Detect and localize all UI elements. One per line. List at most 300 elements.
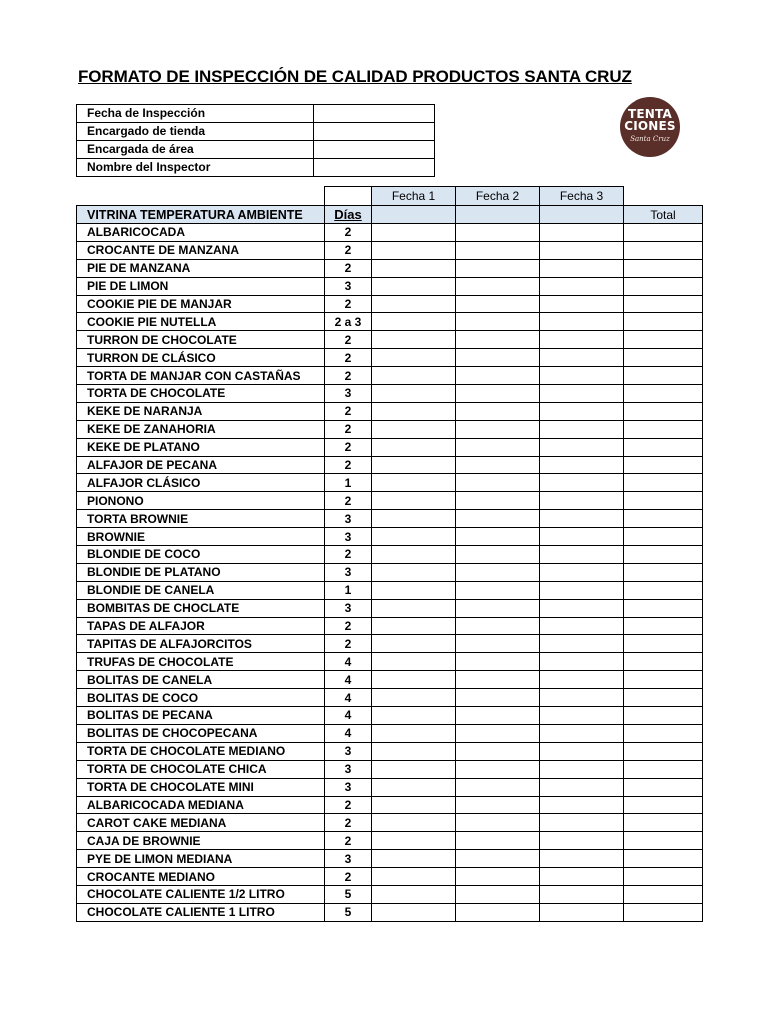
product-row <box>77 367 703 385</box>
fecha-2-cell[interactable] <box>456 313 540 331</box>
fecha-2-cell[interactable] <box>456 259 540 277</box>
total-cell[interactable] <box>624 277 703 295</box>
fecha-1-cell[interactable] <box>372 367 456 385</box>
product-name: BOLITAS DE CHOCOPECANA <box>77 724 325 742</box>
info-row <box>77 159 435 177</box>
fecha-2-cell[interactable] <box>456 367 540 385</box>
total-cell[interactable] <box>624 528 703 546</box>
fecha-2-cell[interactable] <box>456 492 540 510</box>
product-days: 3 <box>325 778 372 796</box>
fecha-3-cell[interactable] <box>540 241 624 259</box>
fecha-3-cell[interactable] <box>540 599 624 617</box>
tentaciones-logo <box>620 97 680 157</box>
fecha-1-cell[interactable] <box>372 599 456 617</box>
product-days: 5 <box>325 885 372 903</box>
product-name: ALBARICOCADA <box>77 224 325 242</box>
days-header: Días <box>325 206 372 224</box>
fecha-1-cell[interactable] <box>372 295 456 313</box>
product-days: 4 <box>325 689 372 707</box>
total-cell[interactable] <box>624 832 703 850</box>
fecha-2-cell[interactable] <box>456 796 540 814</box>
product-days: 3 <box>325 850 372 868</box>
fecha-3-cell[interactable] <box>540 420 624 438</box>
product-row <box>77 796 703 814</box>
product-days: 5 <box>325 903 372 921</box>
product-days: 2 <box>325 456 372 474</box>
fecha-2-cell[interactable] <box>456 868 540 886</box>
total-cell[interactable] <box>624 259 703 277</box>
fecha-1-cell[interactable] <box>372 868 456 886</box>
fecha-2-cell[interactable] <box>456 349 540 367</box>
product-name: KEKE DE NARANJA <box>77 402 325 420</box>
fecha-3-cell[interactable] <box>540 438 624 456</box>
fecha-1-cell[interactable] <box>372 581 456 599</box>
total-cell[interactable] <box>624 510 703 528</box>
section-header-row <box>77 206 703 224</box>
product-row <box>77 868 703 886</box>
total-cell[interactable] <box>624 367 703 385</box>
product-name: BOMBITAS DE CHOCLATE <box>77 599 325 617</box>
product-days: 2 <box>325 367 372 385</box>
product-row <box>77 331 703 349</box>
fecha-1-cell[interactable] <box>372 510 456 528</box>
product-name: TORTA DE CHOCOLATE <box>77 385 325 403</box>
fecha-2-cell[interactable] <box>456 903 540 921</box>
fecha-1-cell[interactable] <box>372 832 456 850</box>
product-name: ALBARICOCADA MEDIANA <box>77 796 325 814</box>
fecha-3-cell[interactable] <box>540 760 624 778</box>
product-row <box>77 850 703 868</box>
product-name: PIE DE MANZANA <box>77 259 325 277</box>
product-days: 2 <box>325 868 372 886</box>
product-days: 2 <box>325 259 372 277</box>
product-name: TRUFAS DE CHOCOLATE <box>77 653 325 671</box>
product-days: 2 <box>325 546 372 564</box>
info-label: Encargada de área <box>77 141 314 159</box>
fecha-3-cell[interactable] <box>540 814 624 832</box>
fecha-2-cell[interactable] <box>456 456 540 474</box>
fecha-2-cell[interactable] <box>456 563 540 581</box>
inspection-info-table <box>76 104 435 177</box>
info-label: Encargado de tienda <box>77 123 314 141</box>
product-days: 2 <box>325 617 372 635</box>
fecha-3-cell[interactable] <box>540 868 624 886</box>
fecha-2-cell[interactable] <box>456 474 540 492</box>
total-cell[interactable] <box>624 546 703 564</box>
total-cell[interactable] <box>624 438 703 456</box>
product-name: BLONDIE DE COCO <box>77 546 325 564</box>
info-row <box>77 123 435 141</box>
product-days: 2 <box>325 241 372 259</box>
product-name: TURRON DE CHOCOLATE <box>77 331 325 349</box>
info-value-field[interactable] <box>314 159 435 177</box>
product-name: TAPITAS DE ALFAJORCITOS <box>77 635 325 653</box>
product-row <box>77 528 703 546</box>
fecha-3-cell[interactable] <box>540 528 624 546</box>
fecha-2-cell[interactable] <box>456 546 540 564</box>
total-cell[interactable] <box>624 295 703 313</box>
total-cell[interactable] <box>624 707 703 725</box>
fecha-1-cell[interactable] <box>372 617 456 635</box>
total-cell[interactable] <box>624 492 703 510</box>
product-days: 4 <box>325 653 372 671</box>
total-cell[interactable] <box>624 689 703 707</box>
logo-line-3: Santa Cruz <box>630 135 670 143</box>
fecha-3-cell[interactable] <box>540 778 624 796</box>
total-cell[interactable] <box>624 224 703 242</box>
product-days: 3 <box>325 742 372 760</box>
product-days: 4 <box>325 724 372 742</box>
product-name: KEKE DE ZANAHORIA <box>77 420 325 438</box>
fecha-2-cell[interactable] <box>456 778 540 796</box>
product-name: CROCANTE DE MANZANA <box>77 241 325 259</box>
fecha-1-cell[interactable] <box>372 563 456 581</box>
total-cell[interactable] <box>624 474 703 492</box>
fecha-1-cell[interactable] <box>372 492 456 510</box>
fecha-1-cell[interactable] <box>372 277 456 295</box>
product-days: 1 <box>325 581 372 599</box>
fecha-1-cell[interactable] <box>372 778 456 796</box>
date-header-2: Fecha 2 <box>456 187 540 206</box>
product-days: 2 <box>325 224 372 242</box>
fecha-3-cell[interactable] <box>540 456 624 474</box>
total-cell[interactable] <box>624 796 703 814</box>
blank-cell <box>77 187 325 206</box>
fecha-2-cell[interactable] <box>456 599 540 617</box>
fecha-3-cell[interactable] <box>540 259 624 277</box>
fecha-1-cell[interactable] <box>372 724 456 742</box>
fecha-2-cell[interactable] <box>456 420 540 438</box>
fecha-1-cell[interactable] <box>372 742 456 760</box>
total-cell[interactable] <box>624 635 703 653</box>
info-row <box>77 141 435 159</box>
date-header-1: Fecha 1 <box>372 187 456 206</box>
product-name: BOLITAS DE CANELA <box>77 671 325 689</box>
fecha-2-cell[interactable] <box>456 385 540 403</box>
fecha-3-cell[interactable] <box>540 224 624 242</box>
product-row <box>77 474 703 492</box>
product-name: TORTA DE CHOCOLATE MINI <box>77 778 325 796</box>
total-cell[interactable] <box>624 617 703 635</box>
total-header: Total <box>624 206 703 224</box>
product-days: 3 <box>325 385 372 403</box>
product-days: 2 a 3 <box>325 313 372 331</box>
product-name: BLONDIE DE CANELA <box>77 581 325 599</box>
header-blank <box>540 206 624 224</box>
date-header-3: Fecha 3 <box>540 187 624 206</box>
fecha-2-cell[interactable] <box>456 885 540 903</box>
fecha-3-cell[interactable] <box>540 581 624 599</box>
fecha-3-cell[interactable] <box>540 385 624 403</box>
product-row <box>77 546 703 564</box>
section-header: VITRINA TEMPERATURA AMBIENTE <box>77 206 325 224</box>
fecha-2-cell[interactable] <box>456 331 540 349</box>
product-name: TORTA DE MANJAR CON CASTAÑAS <box>77 367 325 385</box>
product-row <box>77 313 703 331</box>
fecha-2-cell[interactable] <box>456 653 540 671</box>
header-blank <box>372 206 456 224</box>
product-row <box>77 653 703 671</box>
total-cell[interactable] <box>624 903 703 921</box>
product-row <box>77 510 703 528</box>
fecha-1-cell[interactable] <box>372 456 456 474</box>
product-days: 2 <box>325 796 372 814</box>
fecha-1-cell[interactable] <box>372 635 456 653</box>
fecha-1-cell[interactable] <box>372 796 456 814</box>
product-row <box>77 689 703 707</box>
product-row <box>77 277 703 295</box>
fecha-1-cell[interactable] <box>372 528 456 546</box>
fecha-2-cell[interactable] <box>456 689 540 707</box>
fecha-3-cell[interactable] <box>540 796 624 814</box>
total-cell[interactable] <box>624 385 703 403</box>
product-name: CHOCOLATE CALIENTE 1/2 LITRO <box>77 885 325 903</box>
product-row <box>77 224 703 242</box>
product-days: 2 <box>325 492 372 510</box>
fecha-3-cell[interactable] <box>540 832 624 850</box>
fecha-1-cell[interactable] <box>372 689 456 707</box>
total-cell[interactable] <box>624 671 703 689</box>
product-row <box>77 760 703 778</box>
logo-line-2: CIONES <box>624 119 676 133</box>
info-row <box>77 105 435 123</box>
total-cell[interactable] <box>624 814 703 832</box>
product-inspection-table <box>76 186 703 922</box>
product-row <box>77 635 703 653</box>
fecha-3-cell[interactable] <box>540 295 624 313</box>
product-days: 4 <box>325 671 372 689</box>
total-cell[interactable] <box>624 724 703 742</box>
product-name: ALFAJOR CLÁSICO <box>77 474 325 492</box>
fecha-2-cell[interactable] <box>456 581 540 599</box>
fecha-2-cell[interactable] <box>456 617 540 635</box>
info-value-field[interactable] <box>314 105 435 123</box>
product-row <box>77 349 703 367</box>
fecha-2-cell[interactable] <box>456 724 540 742</box>
product-row <box>77 832 703 850</box>
total-cell[interactable] <box>624 868 703 886</box>
fecha-2-cell[interactable] <box>456 402 540 420</box>
fecha-1-cell[interactable] <box>372 903 456 921</box>
product-days: 2 <box>325 402 372 420</box>
document-title: FORMATO DE INSPECCIÓN DE CALIDAD PRODUCTOS SANTA CRUZ <box>78 67 632 86</box>
fecha-2-cell[interactable] <box>456 671 540 689</box>
fecha-2-cell[interactable] <box>456 760 540 778</box>
fecha-3-cell[interactable] <box>540 563 624 581</box>
product-name: TORTA DE CHOCOLATE MEDIANO <box>77 742 325 760</box>
product-days: 3 <box>325 277 372 295</box>
product-name: CROCANTE MEDIANO <box>77 868 325 886</box>
info-value-field[interactable] <box>314 123 435 141</box>
total-cell[interactable] <box>624 331 703 349</box>
product-days: 2 <box>325 420 372 438</box>
total-cell[interactable] <box>624 850 703 868</box>
product-days: 2 <box>325 295 372 313</box>
fecha-3-cell[interactable] <box>540 742 624 760</box>
fecha-2-cell[interactable] <box>456 528 540 546</box>
fecha-2-cell[interactable] <box>456 510 540 528</box>
fecha-2-cell[interactable] <box>456 635 540 653</box>
product-row <box>77 241 703 259</box>
fecha-1-cell[interactable] <box>372 224 456 242</box>
fecha-1-cell[interactable] <box>372 259 456 277</box>
product-name: CHOCOLATE CALIENTE 1 LITRO <box>77 903 325 921</box>
product-row <box>77 617 703 635</box>
product-name: CAJA DE BROWNIE <box>77 832 325 850</box>
fecha-3-cell[interactable] <box>540 903 624 921</box>
fecha-3-cell[interactable] <box>540 885 624 903</box>
fecha-1-cell[interactable] <box>372 671 456 689</box>
fecha-3-cell[interactable] <box>540 617 624 635</box>
total-cell[interactable] <box>624 313 703 331</box>
header-blank <box>456 206 540 224</box>
total-cell[interactable] <box>624 599 703 617</box>
product-row <box>77 295 703 313</box>
total-cell[interactable] <box>624 742 703 760</box>
total-cell[interactable] <box>624 241 703 259</box>
fecha-1-cell[interactable] <box>372 331 456 349</box>
product-days: 4 <box>325 707 372 725</box>
fecha-3-cell[interactable] <box>540 510 624 528</box>
product-name: TURRON DE CLÁSICO <box>77 349 325 367</box>
product-days: 1 <box>325 474 372 492</box>
date-header-row <box>77 187 703 206</box>
fecha-2-cell[interactable] <box>456 438 540 456</box>
info-label: Fecha de Inspección <box>77 105 314 123</box>
fecha-2-cell[interactable] <box>456 832 540 850</box>
fecha-2-cell[interactable] <box>456 277 540 295</box>
product-name: BLONDIE DE PLATANO <box>77 563 325 581</box>
total-cell[interactable] <box>624 581 703 599</box>
fecha-3-cell[interactable] <box>540 653 624 671</box>
product-days: 3 <box>325 528 372 546</box>
product-row <box>77 402 703 420</box>
product-row <box>77 385 703 403</box>
product-name: ALFAJOR DE PECANA <box>77 456 325 474</box>
fecha-2-cell[interactable] <box>456 707 540 725</box>
product-name: CAROT CAKE MEDIANA <box>77 814 325 832</box>
product-row <box>77 599 703 617</box>
fecha-1-cell[interactable] <box>372 402 456 420</box>
fecha-2-cell[interactable] <box>456 224 540 242</box>
total-cell[interactable] <box>624 349 703 367</box>
total-cell[interactable] <box>624 778 703 796</box>
fecha-1-cell[interactable] <box>372 850 456 868</box>
blank-days-cell <box>325 187 372 206</box>
total-cell[interactable] <box>624 760 703 778</box>
product-row <box>77 671 703 689</box>
product-days: 3 <box>325 563 372 581</box>
fecha-3-cell[interactable] <box>540 474 624 492</box>
product-name: TAPAS DE ALFAJOR <box>77 617 325 635</box>
fecha-3-cell[interactable] <box>540 313 624 331</box>
product-row <box>77 778 703 796</box>
product-row <box>77 903 703 921</box>
product-days: 2 <box>325 635 372 653</box>
fecha-3-cell[interactable] <box>540 635 624 653</box>
product-name: BOLITAS DE COCO <box>77 689 325 707</box>
total-cell[interactable] <box>624 563 703 581</box>
info-value-field[interactable] <box>314 141 435 159</box>
product-name: COOKIE PIE DE MANJAR <box>77 295 325 313</box>
fecha-1-cell[interactable] <box>372 885 456 903</box>
total-cell[interactable] <box>624 885 703 903</box>
product-row <box>77 581 703 599</box>
fecha-2-cell[interactable] <box>456 241 540 259</box>
total-cell[interactable] <box>624 653 703 671</box>
fecha-3-cell[interactable] <box>540 689 624 707</box>
product-row <box>77 420 703 438</box>
product-name: BROWNIE <box>77 528 325 546</box>
total-cell[interactable] <box>624 456 703 474</box>
info-label: Nombre del Inspector <box>77 159 314 177</box>
fecha-1-cell[interactable] <box>372 760 456 778</box>
fecha-2-cell[interactable] <box>456 742 540 760</box>
fecha-3-cell[interactable] <box>540 724 624 742</box>
fecha-2-cell[interactable] <box>456 814 540 832</box>
fecha-3-cell[interactable] <box>540 349 624 367</box>
fecha-3-cell[interactable] <box>540 546 624 564</box>
product-days: 2 <box>325 832 372 850</box>
product-row <box>77 724 703 742</box>
total-cell[interactable] <box>624 420 703 438</box>
blank-total-cell <box>624 187 703 206</box>
fecha-3-cell[interactable] <box>540 707 624 725</box>
product-row <box>77 492 703 510</box>
fecha-3-cell[interactable] <box>540 277 624 295</box>
fecha-3-cell[interactable] <box>540 850 624 868</box>
product-days: 2 <box>325 438 372 456</box>
product-name: COOKIE PIE NUTELLA <box>77 313 325 331</box>
logo-line-1: TENTA <box>628 107 672 121</box>
product-row <box>77 456 703 474</box>
fecha-2-cell[interactable] <box>456 295 540 313</box>
product-name: PIONONO <box>77 492 325 510</box>
fecha-3-cell[interactable] <box>540 367 624 385</box>
fecha-3-cell[interactable] <box>540 402 624 420</box>
fecha-1-cell[interactable] <box>372 474 456 492</box>
fecha-1-cell[interactable] <box>372 420 456 438</box>
fecha-1-cell[interactable] <box>372 438 456 456</box>
fecha-1-cell[interactable] <box>372 241 456 259</box>
product-name: PYE DE LIMON MEDIANA <box>77 850 325 868</box>
fecha-1-cell[interactable] <box>372 313 456 331</box>
product-row <box>77 742 703 760</box>
product-row <box>77 707 703 725</box>
product-row <box>77 885 703 903</box>
total-cell[interactable] <box>624 402 703 420</box>
product-days: 2 <box>325 349 372 367</box>
product-name: KEKE DE PLATANO <box>77 438 325 456</box>
product-days: 2 <box>325 331 372 349</box>
fecha-1-cell[interactable] <box>372 814 456 832</box>
product-name: TORTA DE CHOCOLATE CHICA <box>77 760 325 778</box>
product-name: PIE DE LIMON <box>77 277 325 295</box>
fecha-1-cell[interactable] <box>372 385 456 403</box>
fecha-1-cell[interactable] <box>372 707 456 725</box>
fecha-3-cell[interactable] <box>540 331 624 349</box>
fecha-3-cell[interactable] <box>540 671 624 689</box>
fecha-3-cell[interactable] <box>540 492 624 510</box>
product-days: 3 <box>325 599 372 617</box>
product-name: TORTA BROWNIE <box>77 510 325 528</box>
fecha-2-cell[interactable] <box>456 850 540 868</box>
product-days: 3 <box>325 760 372 778</box>
fecha-1-cell[interactable] <box>372 653 456 671</box>
fecha-1-cell[interactable] <box>372 546 456 564</box>
product-row <box>77 814 703 832</box>
fecha-1-cell[interactable] <box>372 349 456 367</box>
